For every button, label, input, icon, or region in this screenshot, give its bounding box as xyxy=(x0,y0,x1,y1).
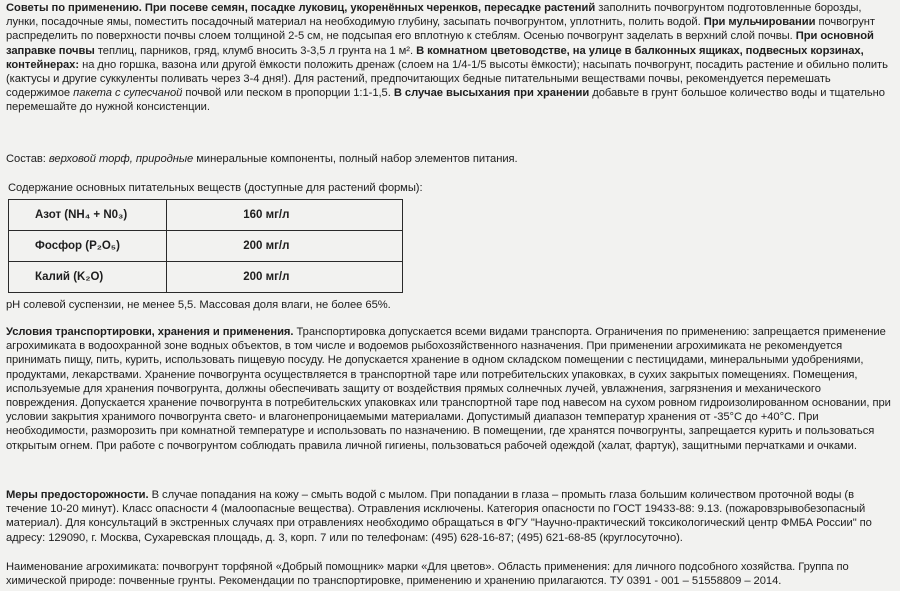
advice-mulching-text: почвогрунт распределить по поверхности почвы слоем толщиной 2-5 см, не подсыпая его вплотную к стеблям. Осенью почвогрунт заделать в верхний слой почвы. xyxy=(6,16,875,43)
advice-mulching-label: При мульчировании xyxy=(703,16,816,29)
composition-rest: минеральные компоненты, полный набор элементов питания. xyxy=(193,153,518,165)
precautions-text: В случае попадания на кожу – смыть водой с мылом. При попадании в глаза – промыть глаза большим количеством проточной воды (в течение 10-20 минут). Класс опасности 4 (малоопасные вещества). Отравления исключены. Категория опасности по ГОСТ 19433-88: 9.13. (пожаровзрывобезопасный материал). Для консультаций в экстренных случаях при отравлениях необходимо обращаться в ФГУ "Научно-практический токсикологический центр ФМБА России" по адресу: 129090, г. Москва, Сухаревская площадь, д. 3, корп. 7 или по телефонам: (495) 628-16-87; (495) 621-68-85 (круглосуточно). xyxy=(6,489,872,544)
transport-text: Транспортировка допускается всеми видами транспорта. Ограничения по применению: запрещается применение агрохимиката в водоохранной зоне водных объектов, в том числе и водоемов рыбохозяйственного назначения. При применении агрохимиката не рекомендуется принимать пищу, пить, курить, использовать пищевую посуду. Не допускается хранение в одном складском помещении с пестицидами, минеральными удобрениями, продуктами, лекарствами. Хранение почвогрунта осуществляется в транспортной таре или потребительских упаковках, в сухих закрытых помещениях. Помещения, используемые для хранения почвогрунта, должны обеспечивать защиту от воздействия прямых солнечных лучей, увлажнения, загрязнения и механического повреждения. Допускается хранение почвогрунта в потребительских упаковках или транспортной таре под навесом на сухом ровном гидроизолированном основании, при условии закрытия хранимого почвогрунта свето- и влагонепроницаемыми материалами. Допустимый диапазон температур хранения от -35°С до +40°С. При необходимости, разморозить при комнатной температуре и использовать по назначению. В помещении, где хранятся почвогрунты, запрещается курить и пользоваться открытым огнем. При работе с почвогрунтом соблюдать правила личной гигиены, пользоваться рабочей одеждой (халат, фартук), защитными перчатками и очками. xyxy=(6,326,891,452)
nutrients-table xyxy=(8,199,403,293)
nutrient-value: 200 мг/л xyxy=(167,231,403,262)
advice-drying-text: добавьте в грунт большое количество воды и тщательно перемешайте до нужной консистенции. xyxy=(6,87,885,114)
nutrient-name: Фосфор (P₂O₅) xyxy=(9,231,167,262)
precautions-heading: Меры предосторожности. xyxy=(6,489,149,501)
advice-drying-label: В случае высыхания при хранении xyxy=(393,87,590,100)
nutrient-name: Азот (NH₄ + N0₃) xyxy=(9,200,167,231)
advice-heading: Советы по применению. xyxy=(6,2,142,14)
nutrient-name: Калий (K₂O) xyxy=(9,262,167,293)
usage-advice-paragraph xyxy=(6,1,894,115)
advice-indoor-text-end: почвой или песком в пропорции 1:1-1,5. xyxy=(182,87,391,100)
nutrient-value: 200 мг/л xyxy=(167,262,403,293)
advice-indoor-italic: пакета с супесчаной xyxy=(73,87,183,100)
nutrient-value: 160 мг/л xyxy=(167,200,403,231)
composition-line xyxy=(6,152,894,166)
advice-sowing-text: заполнить почвогрунтом подготовленные борозды, лунки, посадочные ямы, поместить посадочный материал на необходимую глубину, засыпать почвогрунтом, уплотнить, полить водой. xyxy=(6,2,862,29)
advice-indoor-text: на дно горшка, вазона или другой ёмкости положить дренаж (слоем на 1/4-1/5 высоты ёмкости); насыпать почвогрунт, посадить растение и обильно полить (кактусы и другие суккуленты поливать через 3-4 дня!). Для растений, предпочитающих бедные питательными веществами почвы, рекомендуется перемешать содержимое xyxy=(6,58,888,100)
advice-sowing-label: При посеве семян, посадке луковиц, укоренённых черенков, пересадке растений xyxy=(144,2,596,14)
advice-main-fill-label: При основной заправке почвы xyxy=(6,30,874,57)
table-row xyxy=(9,200,403,231)
nutrients-caption: Содержание основных питательных веществ (доступные для растений формы): xyxy=(8,182,423,194)
table-row xyxy=(9,231,403,262)
ph-line: pH солевой суспензии, не менее 5,5. Массовая доля влаги, не более 65%. xyxy=(6,299,391,311)
table-row xyxy=(9,262,403,293)
composition-label: Состав: xyxy=(6,153,46,165)
composition-italic: верховой торф, природные xyxy=(48,153,194,165)
advice-main-fill-text: теплиц, парников, гряд, клумб вносить 3-3,5 л грунта на 1 м². xyxy=(94,44,414,57)
precautions-paragraph xyxy=(6,488,894,545)
advice-indoor-label: В комнатном цветоводстве, на улице в балконных ящиках, подвесных корзинах, контейнерах: xyxy=(6,44,864,71)
transport-heading: Условия транспортировки, хранения и применения. xyxy=(6,326,294,338)
transport-paragraph xyxy=(6,325,894,453)
naming-paragraph: Наименование агрохимиката: почвогрунт торфяной «Добрый помощник» марки «Для цветов». Область применения: для личного подсобного хозяйства. Группа по химической природе: почвенные грунты. Рекомендации по транспортировке, применению и хранению прилагаются. ТУ 0391 - 001 – 51558809 – 2014. xyxy=(6,561,849,588)
